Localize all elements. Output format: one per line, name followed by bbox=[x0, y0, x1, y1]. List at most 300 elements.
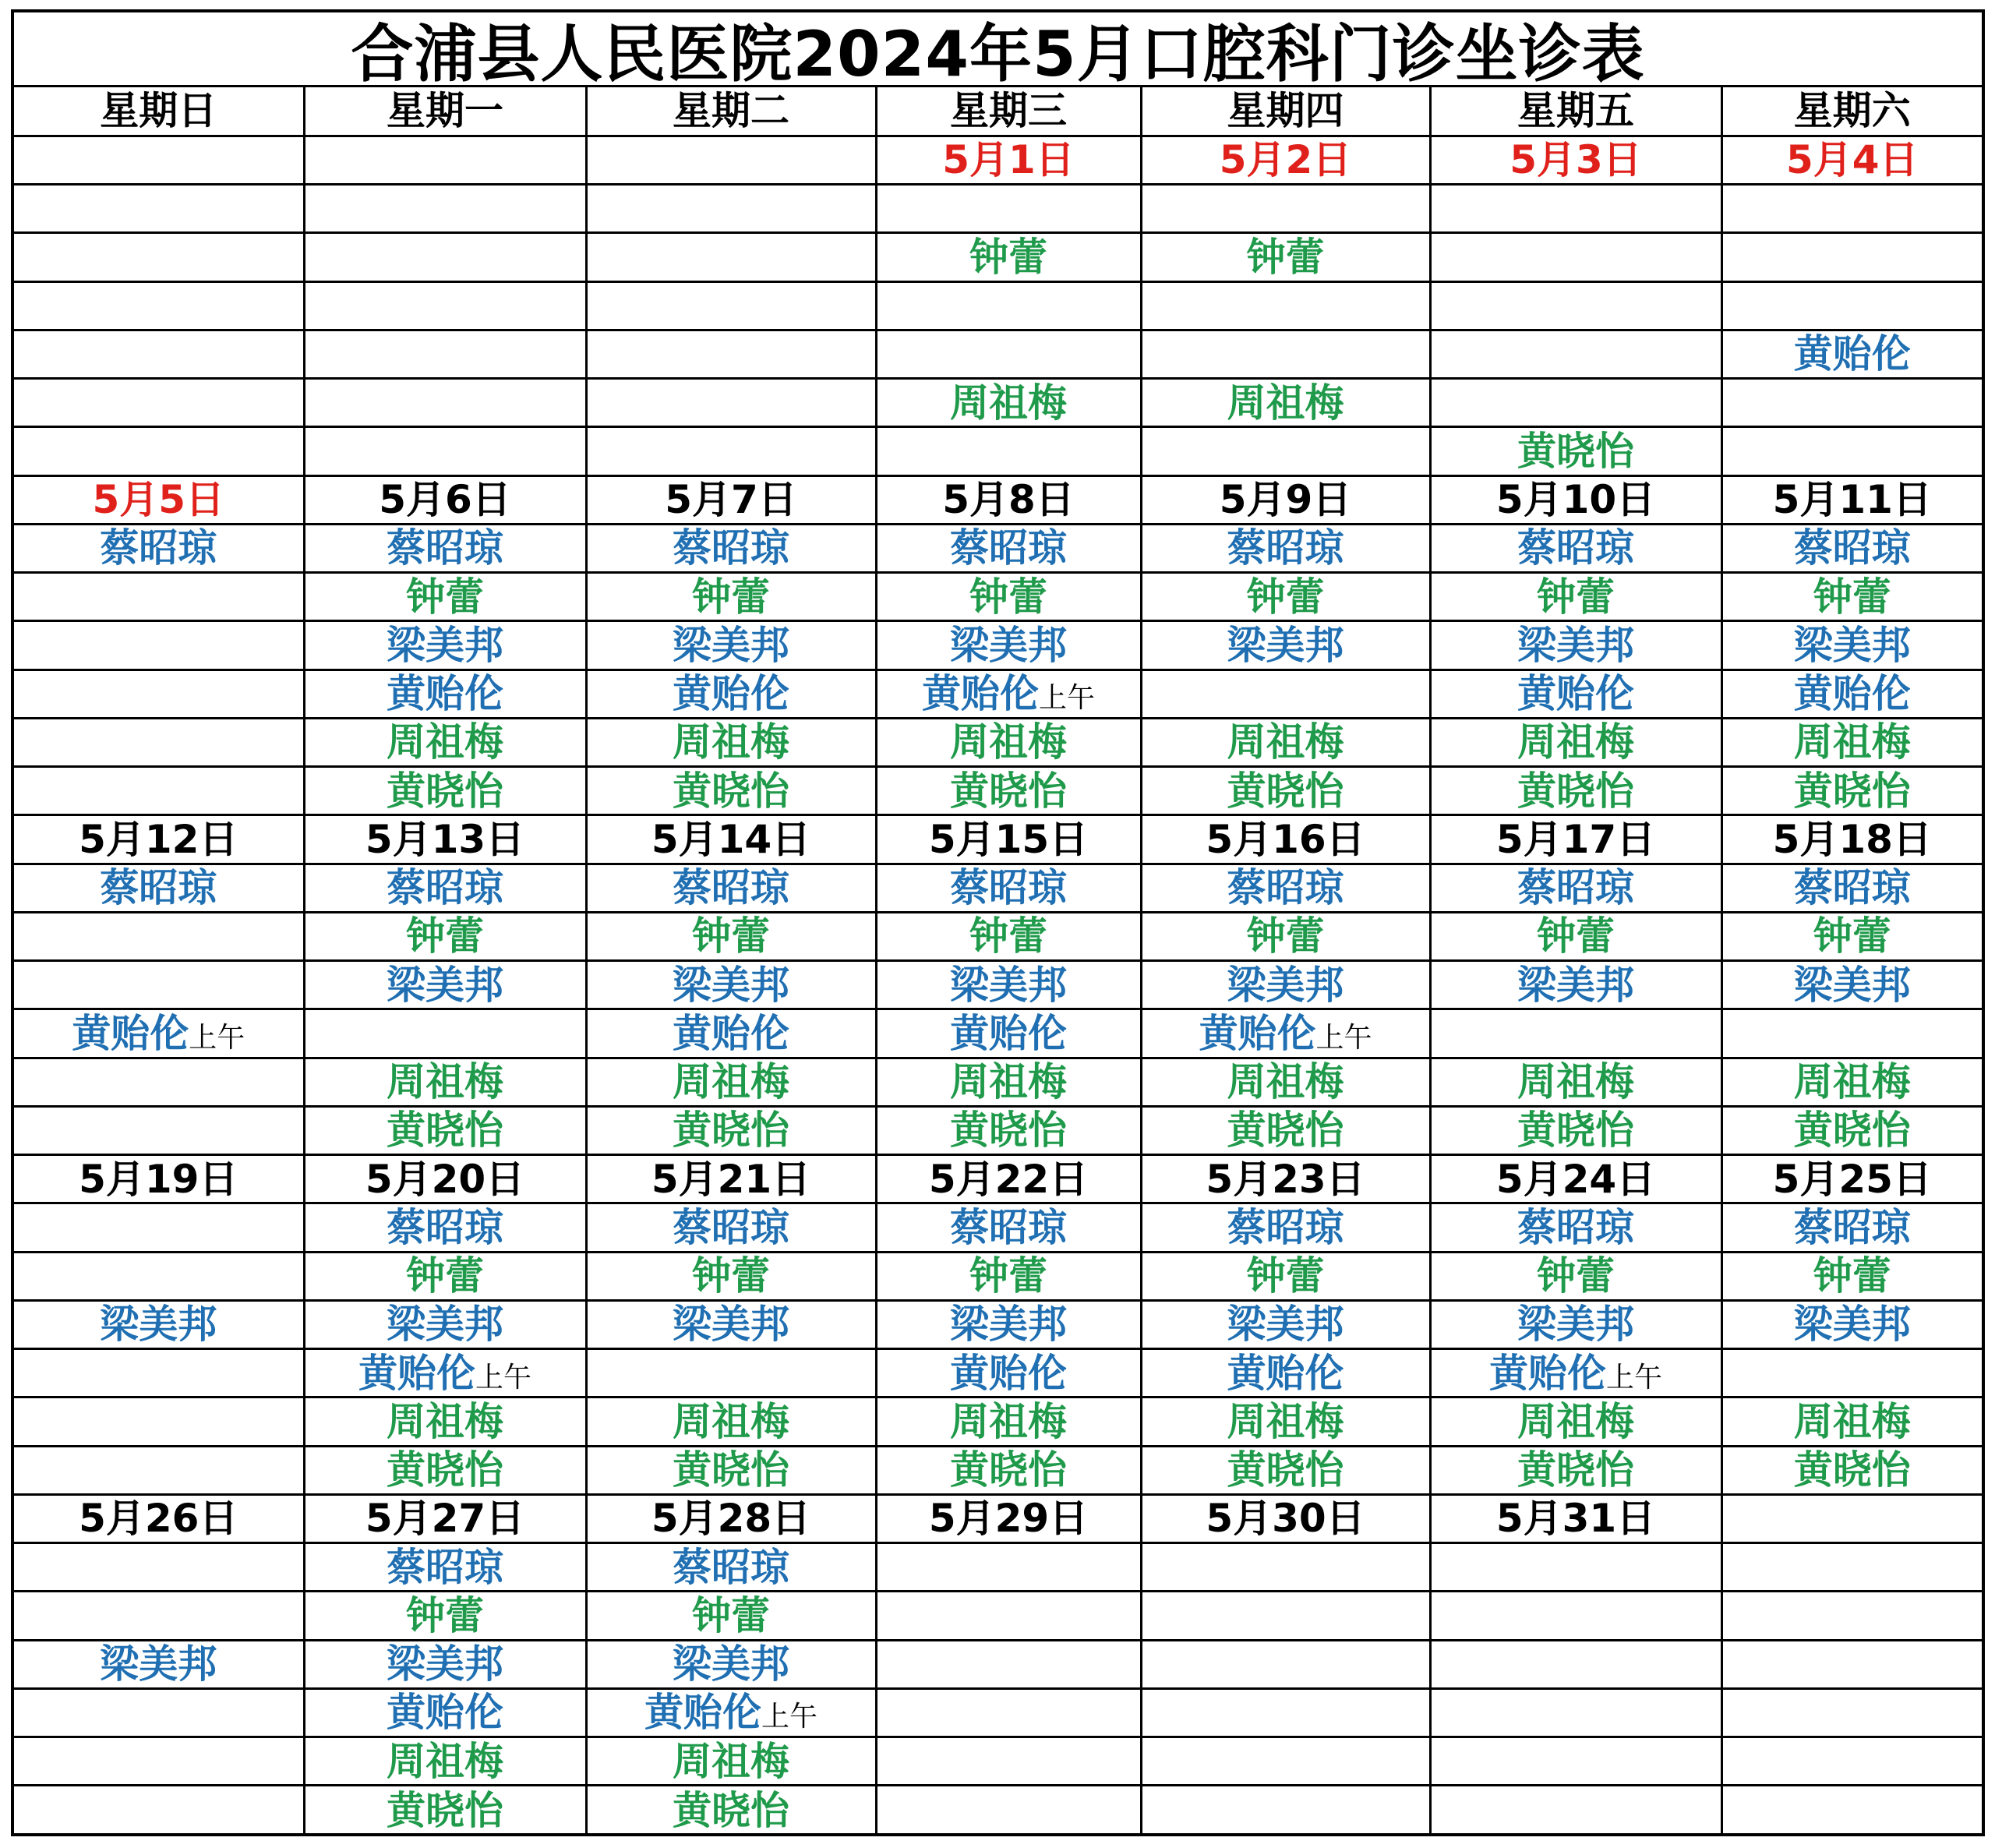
doctor-name: 黄贻伦 bbox=[921, 671, 1039, 717]
schedule-cell bbox=[876, 1592, 1141, 1640]
schedule-cell bbox=[1141, 961, 1430, 1009]
schedule-cell bbox=[14, 1349, 304, 1397]
schedule-cell bbox=[14, 1688, 304, 1737]
weekday-header: 星期六 bbox=[1721, 87, 1982, 136]
schedule-cell bbox=[1721, 427, 1982, 475]
doctor-name: 梁美邦 bbox=[100, 1302, 217, 1348]
doctor-name: 蔡昭琼 bbox=[1517, 1204, 1634, 1250]
schedule-cell bbox=[1430, 573, 1721, 621]
doctor-row bbox=[14, 1446, 1982, 1494]
doctor-row bbox=[14, 1252, 1982, 1300]
weekday-header: 星期二 bbox=[586, 87, 876, 136]
doctor-name: 周祖梅 bbox=[950, 380, 1067, 426]
schedule-cell bbox=[876, 185, 1141, 233]
doctor-name: 梁美邦 bbox=[1793, 1302, 1911, 1348]
schedule-cell bbox=[876, 330, 1141, 378]
date-cell: 5月25日 bbox=[1721, 1155, 1982, 1203]
schedule-cell bbox=[304, 1737, 586, 1786]
date-row bbox=[14, 815, 1982, 864]
schedule-cell bbox=[1141, 1786, 1430, 1834]
doctor-name: 梁美邦 bbox=[673, 622, 789, 668]
schedule-cell bbox=[876, 1737, 1141, 1786]
doctor-name: 蔡昭琼 bbox=[387, 525, 503, 571]
schedule-cell bbox=[876, 912, 1141, 960]
schedule-table bbox=[14, 87, 1982, 1834]
doctor-name: 周祖梅 bbox=[387, 1738, 503, 1784]
schedule-cell bbox=[1430, 1203, 1721, 1252]
shift-note: 上午 bbox=[475, 1361, 531, 1394]
schedule-cell bbox=[586, 233, 876, 281]
doctor-name: 周祖梅 bbox=[1793, 719, 1911, 765]
schedule-cell bbox=[14, 1592, 304, 1640]
schedule-cell bbox=[14, 379, 304, 427]
schedule-cell bbox=[876, 1009, 1141, 1058]
schedule-cell bbox=[304, 379, 586, 427]
doctor-name: 蔡昭琼 bbox=[673, 525, 789, 571]
schedule-cell bbox=[586, 1543, 876, 1592]
date-cell: 5月22日 bbox=[876, 1155, 1141, 1203]
schedule-cell bbox=[304, 864, 586, 912]
schedule-cell bbox=[304, 718, 586, 766]
schedule-cell bbox=[1721, 1300, 1982, 1348]
schedule-cell bbox=[1721, 864, 1982, 912]
doctor-name: 蔡昭琼 bbox=[1227, 525, 1344, 571]
doctor-name: 梁美邦 bbox=[1517, 962, 1634, 1008]
schedule-cell bbox=[876, 1252, 1141, 1300]
schedule-cell bbox=[1430, 1446, 1721, 1494]
doctor-name: 黄贻伦 bbox=[1793, 671, 1911, 717]
schedule-cell bbox=[1141, 1203, 1430, 1252]
schedule-cell bbox=[14, 1058, 304, 1106]
schedule-cell bbox=[1141, 670, 1430, 718]
date-cell: 5月16日 bbox=[1141, 815, 1430, 864]
doctor-name: 钟蕾 bbox=[969, 1253, 1047, 1299]
doctor-name: 周祖梅 bbox=[673, 1738, 789, 1784]
schedule-cell bbox=[1141, 864, 1430, 912]
schedule-cell bbox=[14, 524, 304, 572]
schedule-cell bbox=[304, 1592, 586, 1640]
schedule-cell bbox=[14, 718, 304, 766]
doctor-name: 黄贻伦 bbox=[1227, 1350, 1344, 1396]
schedule-cell bbox=[1721, 1009, 1982, 1058]
schedule-cell bbox=[1141, 1106, 1430, 1154]
doctor-name: 周祖梅 bbox=[1517, 1059, 1634, 1105]
schedule-cell bbox=[14, 1543, 304, 1592]
schedule-cell bbox=[14, 1009, 304, 1058]
date-cell: 5月28日 bbox=[586, 1494, 876, 1542]
schedule-cell bbox=[586, 1349, 876, 1397]
doctor-name: 蔡昭琼 bbox=[100, 525, 217, 571]
doctor-row bbox=[14, 1737, 1982, 1786]
schedule-cell bbox=[14, 621, 304, 670]
schedule-cell bbox=[586, 621, 876, 670]
schedule-cell bbox=[1721, 1397, 1982, 1446]
schedule-cell bbox=[304, 1397, 586, 1446]
schedule-cell bbox=[586, 1300, 876, 1348]
date-cell: 5月20日 bbox=[304, 1155, 586, 1203]
date-cell: 5月8日 bbox=[876, 475, 1141, 524]
schedule-cell bbox=[14, 1786, 304, 1834]
doctor-name: 周祖梅 bbox=[387, 719, 503, 765]
doctor-name: 黄晓怡 bbox=[673, 1447, 789, 1493]
doctor-name: 黄晓怡 bbox=[387, 1787, 503, 1833]
schedule-cell bbox=[1430, 1397, 1721, 1446]
date-row bbox=[14, 1155, 1982, 1203]
schedule-cell bbox=[1721, 1786, 1982, 1834]
schedule-cell bbox=[1141, 1737, 1430, 1786]
doctor-row bbox=[14, 912, 1982, 960]
schedule-cell bbox=[1141, 524, 1430, 572]
page-title: 合浦县人民医院2024年5月口腔科门诊坐诊表 bbox=[14, 12, 1982, 87]
date-cell: 5月12日 bbox=[14, 815, 304, 864]
doctor-name: 黄贻伦 bbox=[950, 1350, 1067, 1396]
doctor-name: 梁美邦 bbox=[1227, 622, 1344, 668]
schedule-cell bbox=[1430, 864, 1721, 912]
date-cell: 5月1日 bbox=[876, 136, 1141, 184]
doctor-name: 蔡昭琼 bbox=[673, 1544, 789, 1590]
doctor-name: 周祖梅 bbox=[673, 1398, 789, 1444]
doctor-name: 钟蕾 bbox=[692, 913, 770, 959]
doctor-row bbox=[14, 573, 1982, 621]
doctor-name: 黄晓怡 bbox=[950, 1447, 1067, 1493]
schedule-cell bbox=[1721, 1640, 1982, 1688]
schedule-cell bbox=[14, 1300, 304, 1348]
schedule-cell bbox=[1430, 1106, 1721, 1154]
doctor-name: 蔡昭琼 bbox=[950, 525, 1067, 571]
schedule-cell bbox=[304, 1203, 586, 1252]
schedule-cell bbox=[14, 1106, 304, 1154]
doctor-name: 周祖梅 bbox=[1227, 1398, 1344, 1444]
schedule-cell bbox=[304, 1009, 586, 1058]
doctor-name: 蔡昭琼 bbox=[387, 1204, 503, 1250]
doctor-name: 钟蕾 bbox=[692, 1253, 770, 1299]
date-cell: 5月11日 bbox=[1721, 475, 1982, 524]
shift-note: 上午 bbox=[1038, 682, 1095, 715]
doctor-row bbox=[14, 670, 1982, 718]
schedule-cell bbox=[1141, 621, 1430, 670]
doctor-name: 黄晓怡 bbox=[1793, 1447, 1911, 1493]
schedule-cell bbox=[304, 1786, 586, 1834]
doctor-row bbox=[14, 1543, 1982, 1592]
doctor-name: 周祖梅 bbox=[1227, 380, 1344, 426]
schedule-cell bbox=[1721, 1688, 1982, 1737]
schedule-cell bbox=[1141, 912, 1430, 960]
doctor-name: 蔡昭琼 bbox=[1517, 525, 1634, 571]
doctor-name: 周祖梅 bbox=[387, 1398, 503, 1444]
doctor-name: 钟蕾 bbox=[406, 913, 484, 959]
schedule-cell bbox=[1141, 233, 1430, 281]
schedule-cell bbox=[304, 281, 586, 330]
schedule-cell bbox=[1430, 1688, 1721, 1737]
doctor-row bbox=[14, 1203, 1982, 1252]
schedule-cell bbox=[876, 573, 1141, 621]
schedule-cell bbox=[1430, 1252, 1721, 1300]
doctor-row bbox=[14, 1300, 1982, 1348]
schedule-cell bbox=[586, 1592, 876, 1640]
schedule-cell bbox=[304, 1640, 586, 1688]
schedule-cell bbox=[876, 281, 1141, 330]
date-cell: 5月31日 bbox=[1430, 1494, 1721, 1542]
date-cell: 5月30日 bbox=[1141, 1494, 1430, 1542]
schedule-cell bbox=[1141, 1349, 1430, 1397]
schedule-cell bbox=[586, 1252, 876, 1300]
doctor-name: 周祖梅 bbox=[950, 719, 1067, 765]
schedule-cell bbox=[876, 524, 1141, 572]
doctor-name: 蔡昭琼 bbox=[387, 1544, 503, 1590]
schedule-cell bbox=[586, 1640, 876, 1688]
schedule-cell bbox=[1721, 281, 1982, 330]
doctor-name: 梁美邦 bbox=[1517, 1302, 1634, 1348]
schedule-cell bbox=[1430, 1009, 1721, 1058]
schedule-cell bbox=[876, 1203, 1141, 1252]
doctor-name: 钟蕾 bbox=[1537, 1253, 1615, 1299]
doctor-row bbox=[14, 524, 1982, 572]
date-cell bbox=[586, 136, 876, 184]
schedule-cell bbox=[876, 1397, 1141, 1446]
schedule-cell bbox=[304, 1252, 586, 1300]
schedule-cell bbox=[14, 1397, 304, 1446]
doctor-name: 周祖梅 bbox=[1793, 1059, 1911, 1105]
schedule-cell bbox=[1430, 1300, 1721, 1348]
schedule-cell bbox=[876, 1058, 1141, 1106]
doctor-name: 钟蕾 bbox=[969, 574, 1047, 620]
date-cell: 5月21日 bbox=[586, 1155, 876, 1203]
schedule-cell bbox=[876, 621, 1141, 670]
schedule-cell bbox=[1430, 1543, 1721, 1592]
schedule-cell bbox=[1430, 427, 1721, 475]
schedule-cell bbox=[586, 330, 876, 378]
doctor-name: 钟蕾 bbox=[1246, 913, 1325, 959]
schedule-cell bbox=[1721, 621, 1982, 670]
doctor-name: 黄晓怡 bbox=[1517, 428, 1634, 474]
doctor-row bbox=[14, 1640, 1982, 1688]
schedule-cell bbox=[1141, 573, 1430, 621]
schedule-cell bbox=[1141, 767, 1430, 815]
date-cell: 5月9日 bbox=[1141, 475, 1430, 524]
schedule-cell bbox=[304, 961, 586, 1009]
schedule-cell bbox=[304, 1446, 586, 1494]
doctor-row bbox=[14, 1592, 1982, 1640]
schedule-cell bbox=[1721, 1543, 1982, 1592]
shift-note: 上午 bbox=[761, 1701, 817, 1733]
schedule-cell bbox=[1721, 185, 1982, 233]
shift-note: 上午 bbox=[1315, 1021, 1372, 1054]
schedule-cell bbox=[1141, 718, 1430, 766]
date-cell: 5月15日 bbox=[876, 815, 1141, 864]
doctor-name: 梁美邦 bbox=[673, 1302, 789, 1348]
doctor-row bbox=[14, 330, 1982, 378]
schedule-cell bbox=[1141, 330, 1430, 378]
schedule-cell bbox=[304, 1106, 586, 1154]
doctor-name: 钟蕾 bbox=[1813, 574, 1891, 620]
schedule-cell bbox=[304, 185, 586, 233]
doctor-row bbox=[14, 185, 1982, 233]
doctor-row bbox=[14, 427, 1982, 475]
doctor-row bbox=[14, 281, 1982, 330]
schedule-cell bbox=[1141, 427, 1430, 475]
doctor-name: 黄晓怡 bbox=[387, 1447, 503, 1493]
date-cell: 5月4日 bbox=[1721, 136, 1982, 184]
doctor-row bbox=[14, 621, 1982, 670]
schedule-cell bbox=[1721, 1203, 1982, 1252]
schedule-cell bbox=[1721, 961, 1982, 1009]
doctor-row bbox=[14, 1058, 1982, 1106]
doctor-name: 蔡昭琼 bbox=[1793, 865, 1911, 911]
doctor-name: 周祖梅 bbox=[1517, 1398, 1634, 1444]
doctor-name: 蔡昭琼 bbox=[1517, 865, 1634, 911]
schedule-cell bbox=[876, 1688, 1141, 1737]
schedule-cell bbox=[1430, 1737, 1721, 1786]
schedule-cell bbox=[1721, 1446, 1982, 1494]
doctor-name: 钟蕾 bbox=[1246, 574, 1325, 620]
schedule-cell bbox=[14, 961, 304, 1009]
schedule-cell bbox=[1141, 1058, 1430, 1106]
weekday-header: 星期日 bbox=[14, 87, 304, 136]
schedule-cell bbox=[876, 1349, 1141, 1397]
date-cell: 5月6日 bbox=[304, 475, 586, 524]
doctor-name: 钟蕾 bbox=[406, 574, 484, 620]
weekday-header: 星期四 bbox=[1141, 87, 1430, 136]
date-row bbox=[14, 136, 1982, 184]
doctor-name: 梁美邦 bbox=[1793, 962, 1911, 1008]
doctor-name: 黄贻伦 bbox=[1488, 1350, 1606, 1396]
schedule-cell bbox=[876, 427, 1141, 475]
doctor-name: 周祖梅 bbox=[950, 1059, 1067, 1105]
doctor-name: 梁美邦 bbox=[1793, 622, 1911, 668]
doctor-name: 黄晓怡 bbox=[1517, 1447, 1634, 1493]
doctor-name: 梁美邦 bbox=[673, 962, 789, 1008]
schedule-cell bbox=[876, 1446, 1141, 1494]
schedule-cell bbox=[1430, 524, 1721, 572]
schedule-cell bbox=[586, 1009, 876, 1058]
schedule-cell bbox=[1721, 1106, 1982, 1154]
doctor-name: 黄晓怡 bbox=[1793, 1108, 1911, 1154]
schedule-cell bbox=[586, 912, 876, 960]
doctor-name: 黄贻伦 bbox=[950, 1010, 1067, 1056]
schedule-cell bbox=[1721, 1592, 1982, 1640]
doctor-name: 周祖梅 bbox=[1227, 719, 1344, 765]
doctor-name: 黄贻伦 bbox=[1793, 331, 1911, 377]
doctor-name: 钟蕾 bbox=[406, 1592, 484, 1638]
schedule-cell bbox=[1430, 1058, 1721, 1106]
doctor-row bbox=[14, 1786, 1982, 1834]
schedule-cell bbox=[586, 1446, 876, 1494]
doctor-name: 蔡昭琼 bbox=[950, 865, 1067, 911]
weekday-header: 星期一 bbox=[304, 87, 586, 136]
doctor-name: 蔡昭琼 bbox=[100, 865, 217, 911]
schedule-cell bbox=[876, 233, 1141, 281]
doctor-name: 黄晓怡 bbox=[950, 768, 1067, 814]
doctor-name: 黄晓怡 bbox=[1227, 1447, 1344, 1493]
schedule-cell bbox=[1141, 379, 1430, 427]
schedule-cell bbox=[304, 767, 586, 815]
schedule-cell bbox=[586, 670, 876, 718]
doctor-name: 黄贻伦 bbox=[1199, 1010, 1316, 1056]
doctor-name: 梁美邦 bbox=[950, 622, 1067, 668]
date-cell bbox=[14, 136, 304, 184]
date-cell bbox=[1721, 1494, 1982, 1542]
date-cell: 5月7日 bbox=[586, 475, 876, 524]
doctor-name: 黄晓怡 bbox=[387, 768, 503, 814]
date-row bbox=[14, 1494, 1982, 1542]
doctor-name: 钟蕾 bbox=[1246, 234, 1325, 280]
date-cell: 5月23日 bbox=[1141, 1155, 1430, 1203]
schedule-cell bbox=[586, 1058, 876, 1106]
doctor-name: 梁美邦 bbox=[387, 622, 503, 668]
weekday-header-row bbox=[14, 87, 1982, 136]
doctor-name: 梁美邦 bbox=[1517, 622, 1634, 668]
doctor-name: 黄贻伦 bbox=[673, 1010, 789, 1056]
schedule-cell bbox=[1430, 670, 1721, 718]
schedule-cell bbox=[14, 1446, 304, 1494]
schedule-cell bbox=[1721, 1058, 1982, 1106]
doctor-name: 蔡昭琼 bbox=[387, 865, 503, 911]
schedule-cell bbox=[1430, 767, 1721, 815]
schedule-cell bbox=[304, 524, 586, 572]
schedule-cell bbox=[1430, 281, 1721, 330]
schedule-cell bbox=[304, 1300, 586, 1348]
schedule-cell bbox=[876, 379, 1141, 427]
doctor-name: 周祖梅 bbox=[1793, 1398, 1911, 1444]
schedule-cell bbox=[586, 379, 876, 427]
schedule-cell bbox=[1430, 1640, 1721, 1688]
doctor-row bbox=[14, 379, 1982, 427]
date-row bbox=[14, 475, 1982, 524]
doctor-name: 蔡昭琼 bbox=[1227, 1204, 1344, 1250]
date-cell: 5月19日 bbox=[14, 1155, 304, 1203]
schedule-cell bbox=[586, 1106, 876, 1154]
schedule-cell bbox=[1430, 961, 1721, 1009]
schedule-cell bbox=[304, 233, 586, 281]
doctor-name: 梁美邦 bbox=[950, 1302, 1067, 1348]
doctor-name: 周祖梅 bbox=[1227, 1059, 1344, 1105]
schedule-cell bbox=[876, 767, 1141, 815]
schedule-cell bbox=[14, 1203, 304, 1252]
schedule-cell bbox=[304, 1543, 586, 1592]
schedule-cell bbox=[1721, 379, 1982, 427]
schedule-cell bbox=[1430, 1592, 1721, 1640]
schedule-cell bbox=[304, 670, 586, 718]
schedule-cell bbox=[1430, 330, 1721, 378]
schedule-cell bbox=[14, 767, 304, 815]
schedule-cell bbox=[586, 1737, 876, 1786]
doctor-name: 蔡昭琼 bbox=[950, 1204, 1067, 1250]
date-cell: 5月29日 bbox=[876, 1494, 1141, 1542]
schedule-cell bbox=[1141, 1543, 1430, 1592]
schedule-cell bbox=[1721, 330, 1982, 378]
doctor-name: 黄贻伦 bbox=[1517, 671, 1634, 717]
shift-note: 上午 bbox=[189, 1021, 245, 1054]
doctor-name: 梁美邦 bbox=[387, 1302, 503, 1348]
doctor-name: 梁美邦 bbox=[950, 962, 1067, 1008]
doctor-row bbox=[14, 1349, 1982, 1397]
doctor-row bbox=[14, 718, 1982, 766]
doctor-name: 蔡昭琼 bbox=[1227, 865, 1344, 911]
schedule-cell bbox=[1141, 1688, 1430, 1737]
schedule-cell bbox=[586, 185, 876, 233]
doctor-name: 蔡昭琼 bbox=[673, 1204, 789, 1250]
schedule-cell bbox=[1721, 718, 1982, 766]
doctor-name: 黄贻伦 bbox=[387, 1690, 503, 1736]
schedule-cell bbox=[586, 864, 876, 912]
schedule-cell bbox=[1721, 233, 1982, 281]
schedule-cell bbox=[304, 912, 586, 960]
doctor-name: 黄晓怡 bbox=[1517, 768, 1634, 814]
doctor-name: 钟蕾 bbox=[692, 574, 770, 620]
schedule-cell bbox=[876, 864, 1141, 912]
schedule-cell bbox=[876, 961, 1141, 1009]
schedule-cell bbox=[1141, 1300, 1430, 1348]
